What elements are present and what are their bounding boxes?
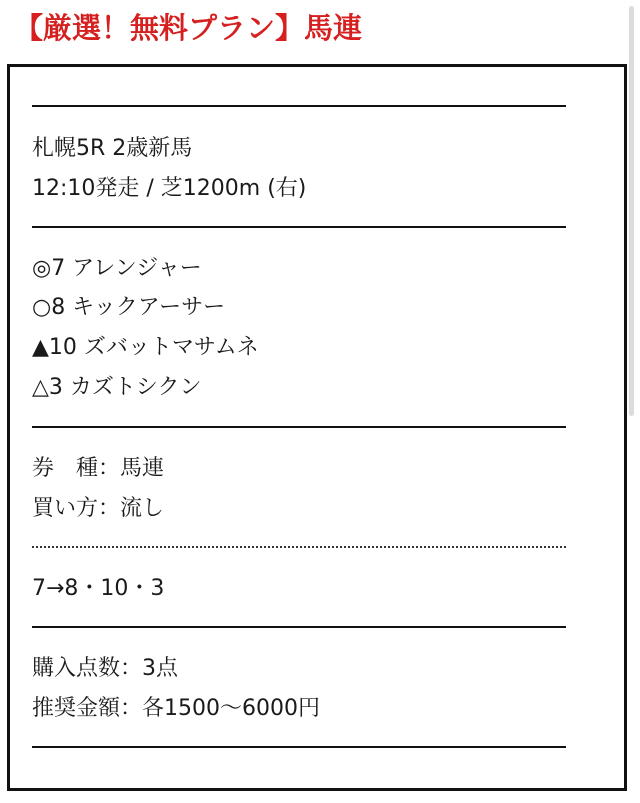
divider bbox=[32, 426, 566, 428]
dotted-divider bbox=[32, 546, 566, 548]
combination: 7→8・10・3 bbox=[32, 576, 165, 601]
scrollbar[interactable] bbox=[629, 6, 634, 416]
ticket-method: 買い方：流し bbox=[32, 496, 165, 521]
race-details: 12:10発走 / 芝1200m (右) bbox=[32, 176, 307, 201]
plan-title: 【厳選！無料プラン】馬連 bbox=[14, 11, 363, 45]
recommended-amount: 推奨金額：各1500〜6000円 bbox=[32, 696, 320, 721]
divider bbox=[32, 105, 566, 107]
pick-taikou: ○8 キックアーサー bbox=[32, 295, 226, 320]
pick-tanana: ▲10 ズバットマサムネ bbox=[32, 335, 259, 360]
ticket-type: 券 種：馬連 bbox=[32, 456, 165, 481]
divider bbox=[32, 226, 566, 228]
pick-renshita: △3 カズトシクン bbox=[32, 375, 202, 400]
divider bbox=[32, 746, 566, 748]
pick-honmei: ◎7 アレンジャー bbox=[32, 256, 202, 281]
divider bbox=[32, 626, 566, 628]
purchase-points: 購入点数：3点 bbox=[32, 656, 178, 681]
race-name: 札幌5R 2歳新馬 bbox=[32, 136, 193, 161]
